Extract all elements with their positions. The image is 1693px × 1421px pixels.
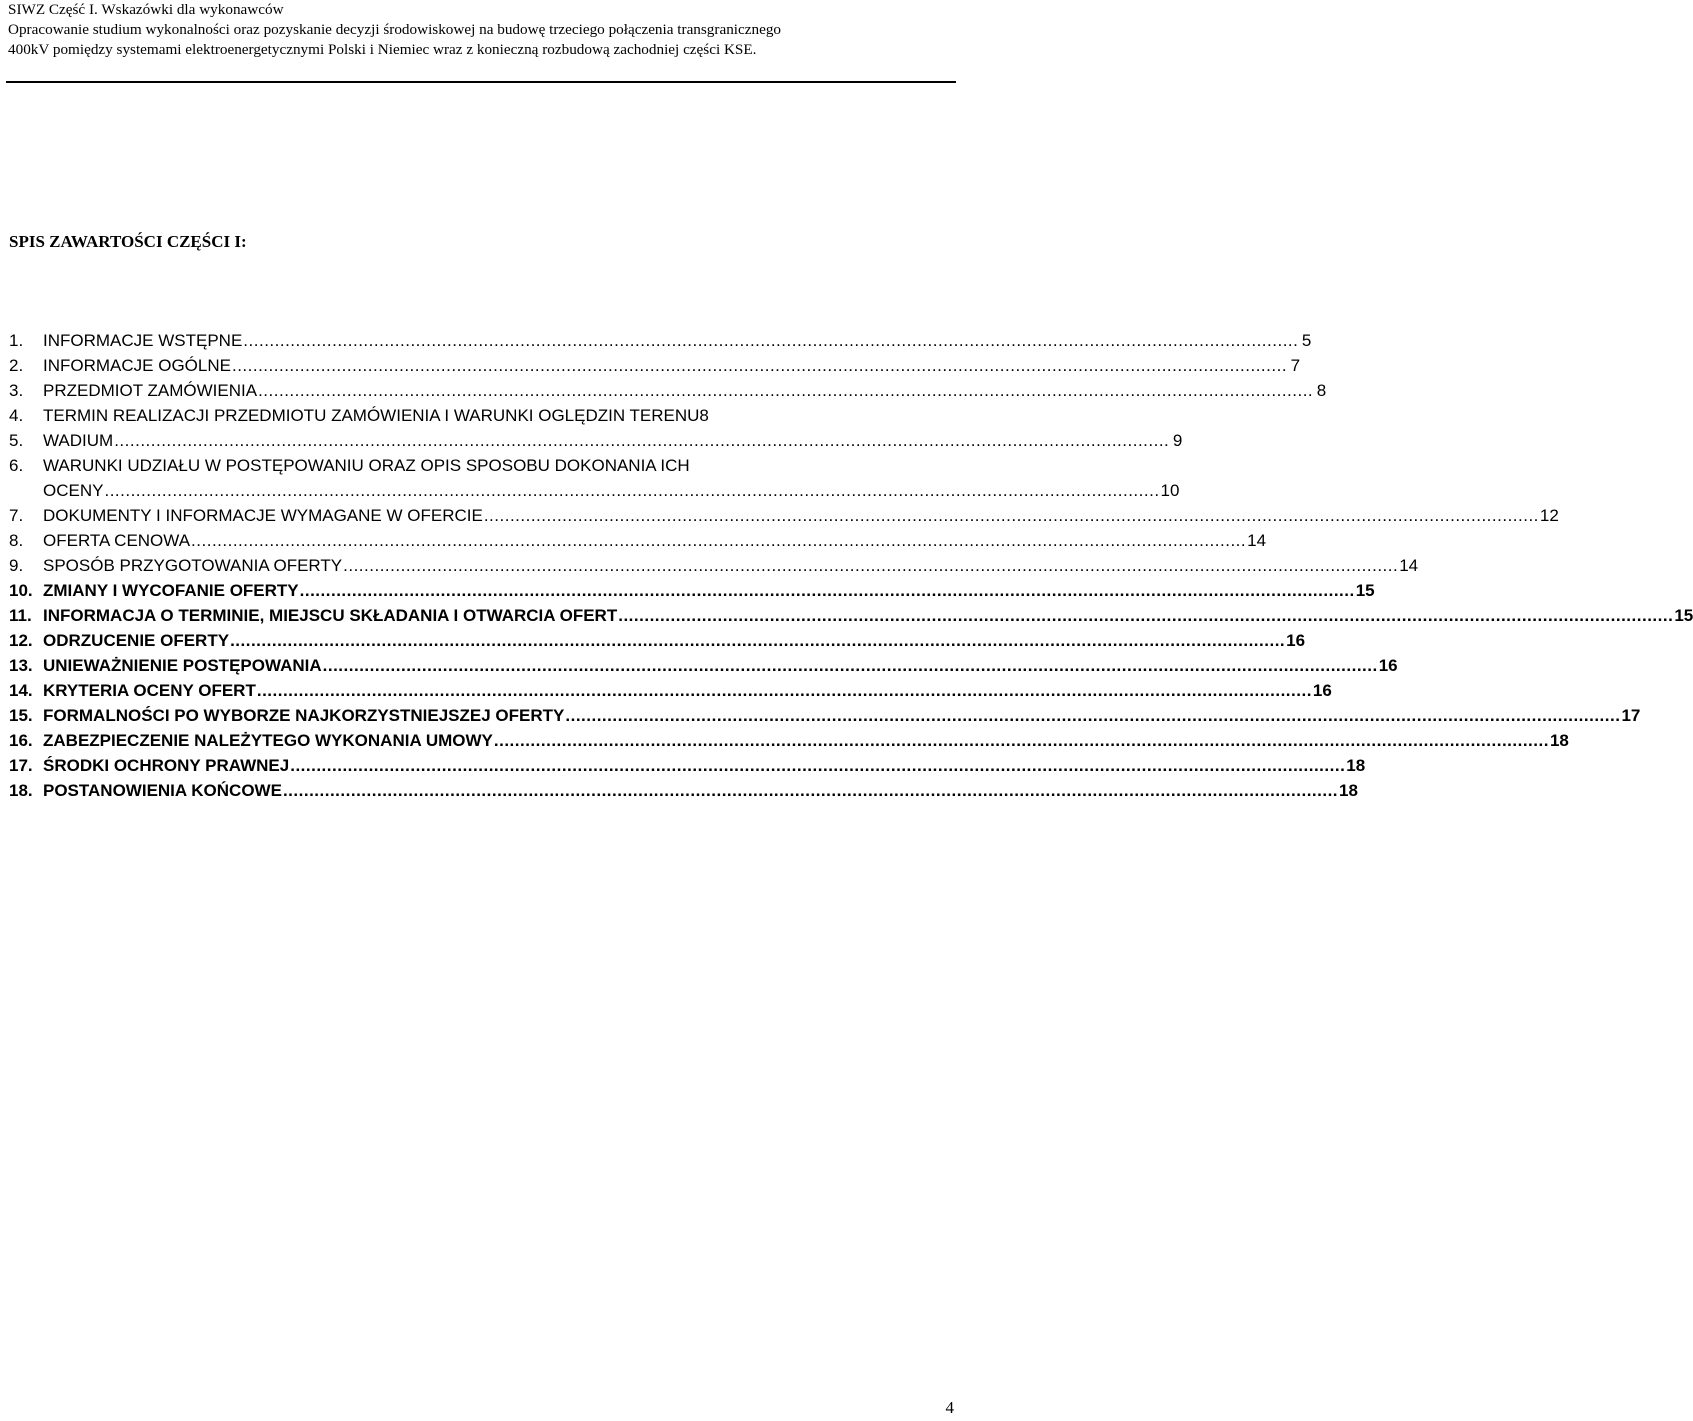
toc-entry-number: 9. [9, 556, 24, 575]
toc-entry[interactable] [9, 653, 1398, 678]
toc-leader: .......................................................................................................................................................................................................... [322, 656, 1378, 675]
toc-entry[interactable] [9, 728, 1569, 753]
toc-entry-number: 1. [9, 331, 24, 350]
toc-entry-title: SPOSÓB PRZYGOTOWANIA OFERTY [43, 556, 343, 575]
toc-entry-page: 18 [1346, 756, 1366, 775]
toc-entry-title: KRYTERIA OCENY OFERT [43, 681, 256, 700]
table-of-contents [9, 328, 1693, 803]
toc-entry-continuation[interactable] [9, 478, 1180, 503]
toc-entry-page: 16 [1286, 631, 1306, 650]
toc-entry-title: ODRZUCENIE OFERTY [43, 631, 230, 650]
toc-entry-page: 14 [1247, 531, 1267, 550]
toc-entry[interactable] [9, 428, 1183, 453]
toc-entry-number: 5. [9, 431, 24, 450]
toc-leader: .......................................................................................................................................................................................................... [290, 756, 1346, 775]
toc-entry-title: ŚRODKI OCHRONY PRAWNEJ [43, 756, 290, 775]
toc-entry-number: 16. [9, 731, 33, 750]
toc-entry-number: 8. [9, 531, 24, 550]
toc-entry[interactable] [9, 628, 1306, 653]
toc-title: SPIS ZAWARTOŚCI CZĘŚCI I: [9, 232, 247, 251]
toc-entry-title: DOKUMENTY I INFORMACJE WYMAGANE W OFERCIE [43, 506, 483, 525]
toc-entry-number: 18. [9, 781, 33, 800]
toc-leader: .......................................................................................................................................................................................................... [258, 381, 1314, 400]
toc-entry[interactable] [9, 503, 1559, 528]
toc-entry-number: 7. [9, 506, 24, 525]
toc-entry-title: POSTANOWIENIA KOŃCOWE [43, 781, 282, 800]
toc-entry-title: INFORMACJE OGÓLNE [43, 356, 231, 375]
toc-entry-number: 11. [9, 606, 32, 625]
toc-leader: .......................................................................................................................................................................................................... [231, 356, 1288, 375]
toc-entry-page: 18 [1339, 781, 1358, 800]
toc-leader: .......................................................................................................................................................................................................... [343, 556, 1399, 575]
header-divider [6, 81, 956, 83]
toc-leader: .......................................................................................................................................................................................................... [230, 631, 1286, 650]
toc-entry-page: 10 [1160, 481, 1180, 500]
toc-entry-title: INFORMACJA O TERMINIE, MIEJSCU SKŁADANIA I OTWARCIA OFERT [43, 606, 618, 625]
toc-leader: .......................................................................................................................................................................................................... [618, 606, 1674, 625]
toc-entry[interactable] [9, 703, 1641, 728]
toc-entry-title: UNIEWAŻNIENIE POSTĘPOWANIA [43, 656, 322, 675]
page-header [8, 0, 953, 60]
toc-entry-page: 8 [1316, 381, 1327, 400]
toc-entry-title: PRZEDMIOT ZAMÓWIENIA [43, 381, 258, 400]
toc-leader: .......................................................................................................................................................................................................... [282, 781, 1339, 800]
toc-entry[interactable] [9, 603, 1693, 628]
toc-entry-title: ZMIANY I WYCOFANIE OFERTY [43, 581, 299, 600]
toc-entry-page: 16 [1378, 656, 1398, 675]
toc-entry-page: 9 [1172, 431, 1183, 450]
toc-entry[interactable] [9, 453, 908, 478]
toc-entry-number: 13. [9, 656, 33, 675]
toc-entry[interactable] [9, 378, 1327, 403]
toc-entry-page: 15 [1355, 581, 1375, 600]
toc-leader: .......................................................................................................................................................................................................... [565, 706, 1621, 725]
page-number: 4 [945, 1398, 954, 1417]
toc-entry-number: 12. [9, 631, 33, 650]
toc-entry-title: OCENY [43, 481, 104, 500]
toc-entry-number: 3. [9, 381, 24, 400]
toc-entry-title: TERMIN REALIZACJI PRZEDMIOTU ZAMÓWIENIA I WARUNKI OGLĘDZIN TERENU8 [43, 406, 709, 425]
toc-entry-page: 18 [1549, 731, 1569, 750]
toc-entry-number: 2. [9, 356, 24, 375]
toc-leader: .......................................................................................................................................................................................................... [191, 531, 1247, 550]
toc-entry[interactable] [9, 528, 1267, 553]
toc-entry-page: 14 [1399, 556, 1419, 575]
toc-leader: .......................................................................................................................................................................................................... [299, 581, 1355, 600]
toc-entry[interactable] [9, 328, 1312, 353]
toc-entry-number: 14. [9, 681, 33, 700]
toc-leader: .......................................................................................................................................................................................................... [243, 331, 1299, 350]
toc-leader: .......................................................................................................................................................................................................... [483, 506, 1539, 525]
toc-entry[interactable] [9, 553, 1419, 578]
header-project-line-2: 400kV pomiędzy systemami elektroenergetycznymi Polski i Niemiec wraz z konieczną rozbudową zachodniej części KSE. [8, 41, 757, 58]
header-project-line-1: Opracowanie studium wykonalności oraz pozyskanie decyzji środowiskowej na budowę trzeciego połączenia transgranicznego [8, 21, 782, 38]
toc-entry[interactable] [9, 403, 908, 428]
toc-entry-title: OFERTA CENOWA [43, 531, 191, 550]
toc-entry-page: 5 [1301, 331, 1312, 350]
toc-entry-page: 15 [1674, 606, 1693, 625]
toc-entry-title: WARUNKI UDZIAŁU W POSTĘPOWANIU ORAZ OPIS SPOSOBU DOKONANIA ICH [43, 456, 690, 475]
toc-entry[interactable] [9, 678, 1332, 703]
toc-entry-title: WADIUM [43, 431, 114, 450]
toc-leader: .......................................................................................................................................................................................................... [256, 681, 1312, 700]
toc-entry-title: ZABEZPIECZENIE NALEŻYTEGO WYKONANIA UMOWY [43, 731, 493, 750]
toc-entry[interactable] [9, 353, 1301, 378]
toc-entry-number: 10. [9, 581, 33, 600]
toc-entry-page: 16 [1312, 681, 1332, 700]
toc-entry-number: 15. [9, 706, 33, 725]
toc-leader: .......................................................................................................................................................................................................... [104, 481, 1160, 500]
toc-entry-page: 7 [1290, 356, 1301, 375]
toc-entry[interactable] [9, 778, 1358, 803]
toc-entry-title: INFORMACJE WSTĘPNE [43, 331, 243, 350]
toc-entry-page: 12 [1539, 506, 1559, 525]
toc-leader: .......................................................................................................................................................................................................... [493, 731, 1549, 750]
toc-entry[interactable] [9, 753, 1366, 778]
toc-entry-number: 17. [9, 756, 33, 775]
toc-entry-number: 4. [9, 406, 24, 425]
toc-entry-title: FORMALNOŚCI PO WYBORZE NAJKORZYSTNIEJSZEJ OFERTY [43, 706, 565, 725]
toc-leader: .......................................................................................................................................................................................................... [114, 431, 1170, 450]
toc-entry[interactable] [9, 578, 1375, 603]
header-title: SIWZ Część I. Wskazówki dla wykonawców [8, 1, 284, 18]
toc-entry-page: 17 [1621, 706, 1641, 725]
toc-entry-number: 6. [9, 456, 24, 475]
